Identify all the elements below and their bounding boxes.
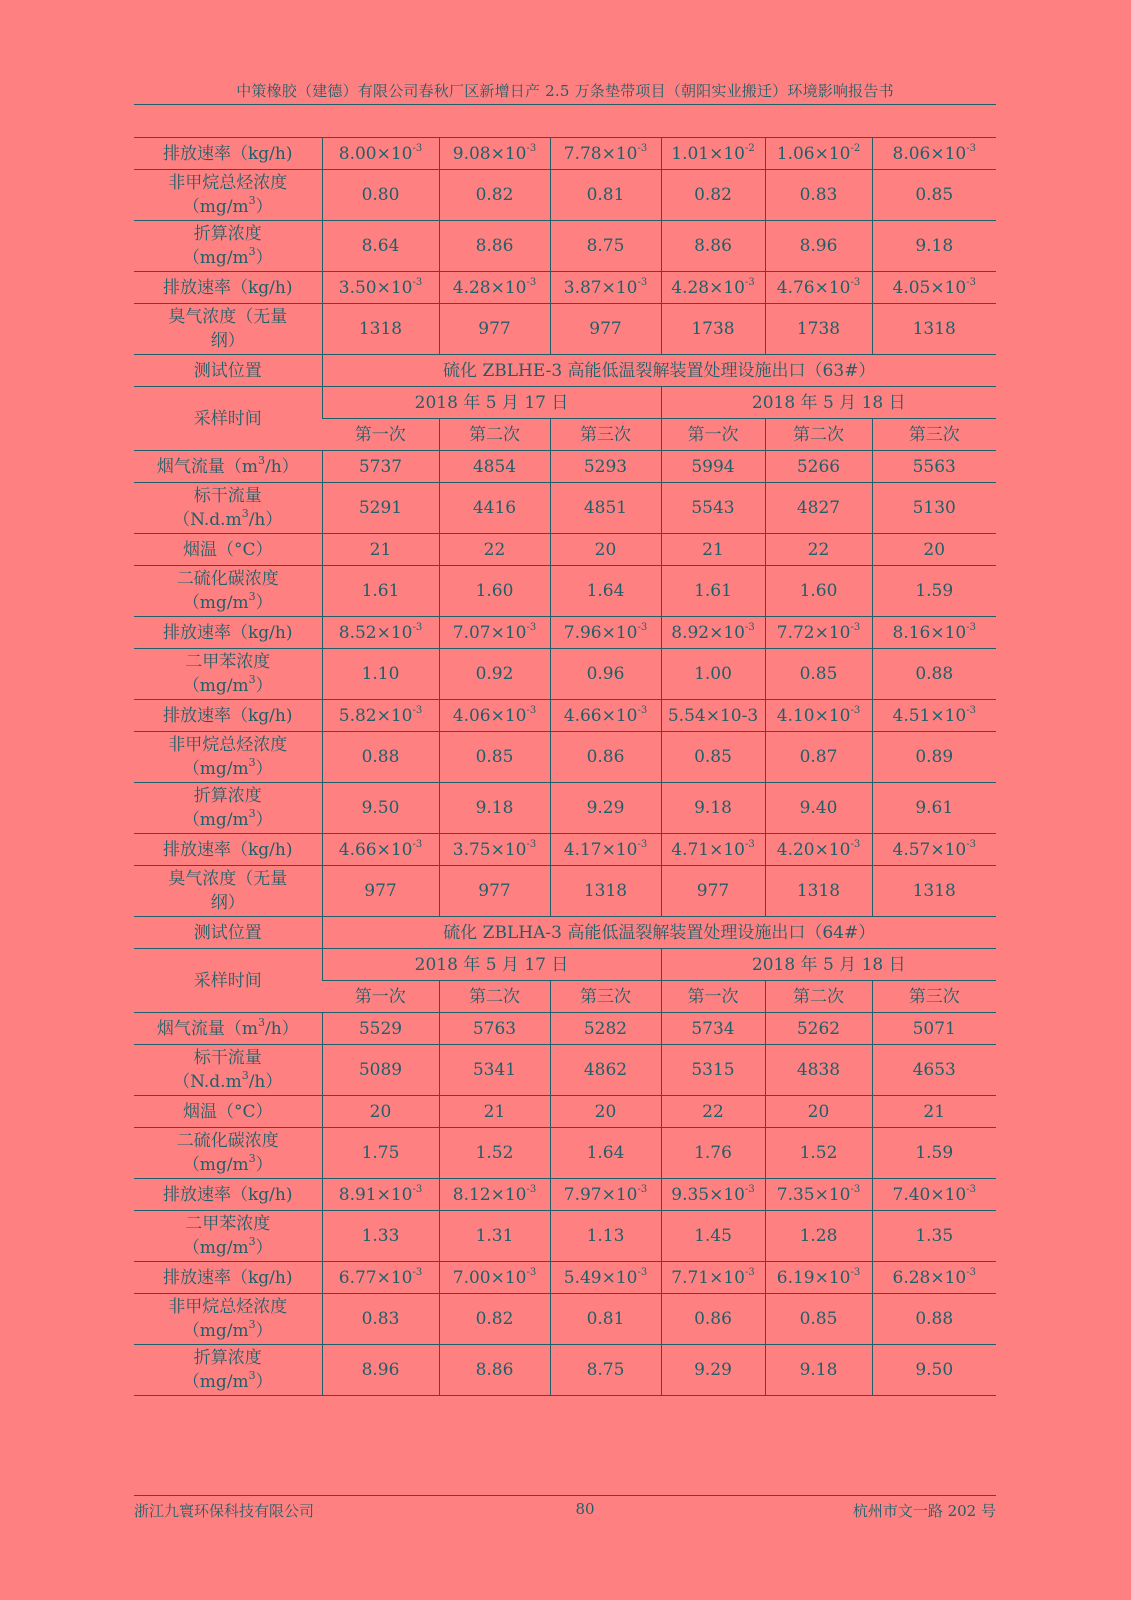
- measurement-value: 21: [439, 1096, 550, 1128]
- measurement-value: 9.18: [765, 1345, 872, 1396]
- parameter-label-line: 臭气浓度（无量: [168, 307, 288, 327]
- measurement-value: 0.85: [439, 732, 550, 783]
- parameter-label-line: $(mg/m^3)$: [182, 1369, 273, 1392]
- measurement-value: $9.35\times 10^{-3}$: [661, 1179, 765, 1211]
- measurement-value: $7.07\times 10^{-3}$: [439, 617, 550, 649]
- parameter-label-line: 纲）: [210, 893, 245, 913]
- parameter-label: [134, 732, 322, 783]
- measurement-value: 1.61: [322, 566, 439, 617]
- measurement-row: [134, 1345, 996, 1396]
- measurement-value: 9.18: [661, 783, 765, 834]
- measurement-value: 0.82: [439, 1294, 550, 1345]
- measurement-value: 9.29: [550, 783, 661, 834]
- parameter-label-line: 烟温（°C）: [182, 539, 273, 560]
- parameter-label-line: $(mg/m^3)$: [182, 245, 273, 268]
- measurement-value: 977: [439, 304, 550, 355]
- measurement-row: [134, 1211, 996, 1262]
- measurement-value: 1738: [661, 304, 765, 355]
- parameter-label: [134, 1013, 322, 1045]
- measurement-value: 9.18: [872, 221, 996, 272]
- measurement-row: [134, 170, 996, 221]
- measurement-value: 0.85: [661, 732, 765, 783]
- parameter-label: [134, 1128, 322, 1179]
- sampling-run: 第三次: [550, 419, 661, 451]
- sampling-date: 2018 年 5 月 17 日: [322, 949, 661, 981]
- sampling-run: 第一次: [661, 419, 765, 451]
- sampling-date-row: [134, 387, 996, 419]
- measurement-value: $6.77\times 10^{-3}$: [322, 1262, 439, 1294]
- location-row: [134, 917, 996, 949]
- parameter-label-line: 折算浓度: [193, 224, 262, 244]
- measurement-value: 1.64: [550, 566, 661, 617]
- measurement-value: $8.52\times 10^{-3}$: [322, 617, 439, 649]
- measurement-value: 0.83: [765, 170, 872, 221]
- measurement-value: 1318: [765, 866, 872, 917]
- measurement-row: [134, 700, 996, 732]
- measurement-value: $4.05\times 10^{-3}$: [872, 272, 996, 304]
- measurement-value: 5282: [550, 1013, 661, 1045]
- parameter-label: [134, 1179, 322, 1211]
- measurement-value: $7.78\times 10^{-3}$: [550, 138, 661, 170]
- measurement-value: 1318: [550, 866, 661, 917]
- sampling-run: 第三次: [872, 981, 996, 1013]
- measurement-value: 1.13: [550, 1211, 661, 1262]
- measurement-value: 1.00: [661, 649, 765, 700]
- measurement-value: $8.12\times 10^{-3}$: [439, 1179, 550, 1211]
- measurement-value: 20: [550, 534, 661, 566]
- measurement-value: 8.96: [765, 221, 872, 272]
- measurement-value: 5529: [322, 1013, 439, 1045]
- measurement-value: 4851: [550, 483, 661, 534]
- measurement-value: $8.92\times 10^{-3}$: [661, 617, 765, 649]
- parameter-label-line: 排放速率（kg/h): [163, 143, 293, 164]
- measurement-value: 0.87: [765, 732, 872, 783]
- measurement-value: 0.88: [872, 649, 996, 700]
- measurement-value: 8.96: [322, 1345, 439, 1396]
- measurement-value: $4.57\times 10^{-3}$: [872, 834, 996, 866]
- measurement-value: 22: [661, 1096, 765, 1128]
- measurement-value: $8.00\times 10^{-3}$: [322, 138, 439, 170]
- measurement-row: [134, 138, 996, 170]
- parameter-label: [134, 566, 322, 617]
- parameter-label-line: $(mg/m^3)$: [182, 756, 273, 779]
- measurement-row: [134, 649, 996, 700]
- parameter-label-line: $(mg/m^3)$: [182, 673, 273, 696]
- parameter-label: [134, 272, 322, 304]
- parameter-label-line: 排放速率（kg/h): [163, 1184, 293, 1205]
- parameter-label-line: 排放速率（kg/h): [163, 705, 293, 726]
- sampling-date: 2018 年 5 月 18 日: [661, 387, 996, 419]
- parameter-label-line: 二硫化碳浓度: [176, 1131, 279, 1151]
- measurement-value: 5293: [550, 451, 661, 483]
- measurement-value: 9.40: [765, 783, 872, 834]
- measurement-value: 977: [322, 866, 439, 917]
- parameter-label-line: $(mg/m^3)$: [182, 1318, 273, 1341]
- measurement-row: [134, 1013, 996, 1045]
- parameter-label: [134, 1211, 322, 1262]
- measurement-value: 5.54×10-3: [661, 700, 765, 732]
- measurement-value: 5763: [439, 1013, 550, 1045]
- measurement-value: $8.91\times 10^{-3}$: [322, 1179, 439, 1211]
- parameter-label-line: 烟温（°C）: [182, 1101, 273, 1122]
- parameter-label: [134, 649, 322, 700]
- location-label: 测试位置: [134, 917, 322, 949]
- sampling-run: 第二次: [765, 981, 872, 1013]
- measurement-value: 21: [872, 1096, 996, 1128]
- sampling-time-label: 采样时间: [134, 949, 322, 1013]
- measurement-value: 1.10: [322, 649, 439, 700]
- measurement-row: [134, 617, 996, 649]
- measurement-value: 1318: [322, 304, 439, 355]
- measurement-value: 5130: [872, 483, 996, 534]
- sampling-run: 第二次: [439, 419, 550, 451]
- measurement-value: 0.86: [550, 732, 661, 783]
- measurement-row: [134, 1045, 996, 1096]
- measurement-value: 22: [765, 534, 872, 566]
- measurement-value: 1.52: [765, 1128, 872, 1179]
- measurement-value: 5315: [661, 1045, 765, 1096]
- measurement-value: 21: [322, 534, 439, 566]
- parameter-label-line: 折算浓度: [193, 786, 262, 806]
- measurement-value: $4.06\times 10^{-3}$: [439, 700, 550, 732]
- measurement-value: $4.28\times 10^{-3}$: [661, 272, 765, 304]
- measurement-value: 5543: [661, 483, 765, 534]
- measurement-value: 4653: [872, 1045, 996, 1096]
- parameter-label: [134, 700, 322, 732]
- measurement-value: 9.18: [439, 783, 550, 834]
- measurement-value: 8.75: [550, 1345, 661, 1396]
- measurement-value: 4416: [439, 483, 550, 534]
- measurement-value: 0.86: [661, 1294, 765, 1345]
- footer-company: 浙江九寰环保科技有限公司: [134, 1502, 315, 1520]
- measurement-value: 1738: [765, 304, 872, 355]
- parameter-label-line: $(mg/m^3)$: [182, 1235, 273, 1258]
- measurement-value: 0.80: [322, 170, 439, 221]
- measurement-value: 8.86: [439, 221, 550, 272]
- measurement-value: 5563: [872, 451, 996, 483]
- parameter-label: [134, 1294, 322, 1345]
- parameter-label: [134, 170, 322, 221]
- sampling-run: 第三次: [872, 419, 996, 451]
- measurement-value: 5994: [661, 451, 765, 483]
- parameter-label: [134, 1345, 322, 1396]
- parameter-label-line: 烟气流量$(m^3/h)$: [156, 1015, 299, 1039]
- parameter-label-line: 二甲苯浓度: [185, 1214, 271, 1234]
- measurement-row: [134, 304, 996, 355]
- measurement-value: $6.19\times 10^{-3}$: [765, 1262, 872, 1294]
- measurement-value: $1.06\times 10^{-2}$: [765, 138, 872, 170]
- parameter-label-line: 二硫化碳浓度: [176, 569, 279, 589]
- measurement-value: $1.01\times 10^{-2}$: [661, 138, 765, 170]
- sampling-date: 2018 年 5 月 17 日: [322, 387, 661, 419]
- measurement-value: $4.51\times 10^{-3}$: [872, 700, 996, 732]
- measurement-value: $3.50\times 10^{-3}$: [322, 272, 439, 304]
- measurement-value: 20: [322, 1096, 439, 1128]
- footer-address: 杭州市文一路 202 号: [852, 1502, 996, 1520]
- parameter-label-line: $(mg/m^3)$: [182, 807, 273, 830]
- location-value: 硫化 ZBLHA-3 高能低温裂解装置处理设施出口（64#）: [322, 917, 996, 949]
- measurement-value: 1.31: [439, 1211, 550, 1262]
- parameter-label: [134, 451, 322, 483]
- measurement-value: $7.35\times 10^{-3}$: [765, 1179, 872, 1211]
- footer-divider: [134, 1495, 996, 1496]
- parameter-label-line: 烟气流量$(m^3/h)$: [156, 453, 299, 477]
- measurement-row: [134, 221, 996, 272]
- measurement-value: 9.61: [872, 783, 996, 834]
- measurement-row: [134, 1128, 996, 1179]
- measurement-value: 5266: [765, 451, 872, 483]
- measurement-value: 5734: [661, 1013, 765, 1045]
- measurement-value: 0.81: [550, 1294, 661, 1345]
- measurement-value: 1.60: [439, 566, 550, 617]
- parameter-label-line: 纲）: [210, 331, 245, 351]
- measurement-value: $4.28\times 10^{-3}$: [439, 272, 550, 304]
- parameter-label-line: 二甲苯浓度: [185, 652, 271, 672]
- measurement-value: 0.88: [322, 732, 439, 783]
- measurement-row: [134, 451, 996, 483]
- measurement-value: 1.76: [661, 1128, 765, 1179]
- measurement-value: $4.66\times 10^{-3}$: [322, 834, 439, 866]
- parameter-label: [134, 304, 322, 355]
- parameter-label-line: 折算浓度: [193, 1348, 262, 1368]
- parameter-label: [134, 617, 322, 649]
- parameter-label-line: $(mg/m^3)$: [182, 590, 273, 613]
- monitoring-data-table: [134, 137, 996, 1396]
- measurement-row: [134, 1262, 996, 1294]
- measurement-value: 20: [872, 534, 996, 566]
- measurement-value: 1.35: [872, 1211, 996, 1262]
- measurement-value: $4.66\times 10^{-3}$: [550, 700, 661, 732]
- measurement-value: 8.75: [550, 221, 661, 272]
- measurement-value: 5071: [872, 1013, 996, 1045]
- measurement-value: 1318: [872, 866, 996, 917]
- measurement-row: [134, 534, 996, 566]
- measurement-value: 0.85: [765, 1294, 872, 1345]
- measurement-value: $4.20\times 10^{-3}$: [765, 834, 872, 866]
- parameter-label-line: 排放速率（kg/h): [163, 622, 293, 643]
- measurement-value: 1.61: [661, 566, 765, 617]
- parameter-label-line: 臭气浓度（无量: [168, 869, 288, 889]
- parameter-label-line: 标干流量: [193, 1048, 262, 1068]
- measurement-row: [134, 732, 996, 783]
- measurement-row: [134, 866, 996, 917]
- measurement-value: 4827: [765, 483, 872, 534]
- measurement-value: 0.85: [872, 170, 996, 221]
- parameter-label: [134, 221, 322, 272]
- measurement-value: 1.45: [661, 1211, 765, 1262]
- measurement-value: 1.59: [872, 1128, 996, 1179]
- measurement-value: 5262: [765, 1013, 872, 1045]
- sampling-run: 第一次: [322, 981, 439, 1013]
- measurement-row: [134, 783, 996, 834]
- measurement-value: 5089: [322, 1045, 439, 1096]
- measurement-value: $7.97\times 10^{-3}$: [550, 1179, 661, 1211]
- measurement-value: 4854: [439, 451, 550, 483]
- measurement-value: 8.86: [439, 1345, 550, 1396]
- parameter-label-line: 非甲烷总烃浓度: [168, 735, 288, 755]
- measurement-row: [134, 483, 996, 534]
- measurement-value: 0.85: [765, 649, 872, 700]
- parameter-label: [134, 138, 322, 170]
- parameter-label-line: $(N.d.m^3/h)$: [173, 507, 283, 530]
- measurement-value: 1.33: [322, 1211, 439, 1262]
- page-number: 80: [575, 1500, 595, 1518]
- measurement-value: $5.82\times 10^{-3}$: [322, 700, 439, 732]
- measurement-value: 0.96: [550, 649, 661, 700]
- parameter-label-line: 排放速率（kg/h): [163, 1267, 293, 1288]
- parameter-label: [134, 834, 322, 866]
- sampling-run: 第二次: [439, 981, 550, 1013]
- measurement-value: 977: [661, 866, 765, 917]
- measurement-value: $3.75\times 10^{-3}$: [439, 834, 550, 866]
- measurement-value: 4838: [765, 1045, 872, 1096]
- measurement-row: [134, 834, 996, 866]
- measurement-row: [134, 1294, 996, 1345]
- measurement-value: 0.81: [550, 170, 661, 221]
- parameter-label: [134, 1262, 322, 1294]
- measurement-value: 0.82: [661, 170, 765, 221]
- parameter-label-line: $(mg/m^3)$: [182, 1152, 273, 1175]
- measurement-value: 8.64: [322, 221, 439, 272]
- measurement-value: $9.08\times 10^{-3}$: [439, 138, 550, 170]
- measurement-value: $4.10\times 10^{-3}$: [765, 700, 872, 732]
- measurement-value: 5341: [439, 1045, 550, 1096]
- measurement-value: 1.60: [765, 566, 872, 617]
- measurement-value: 1.75: [322, 1128, 439, 1179]
- measurement-value: 0.89: [872, 732, 996, 783]
- measurement-value: 1.28: [765, 1211, 872, 1262]
- parameter-label-line: 标干流量: [193, 486, 262, 506]
- location-label: 测试位置: [134, 355, 322, 387]
- measurement-value: 9.50: [872, 1345, 996, 1396]
- measurement-value: 0.83: [322, 1294, 439, 1345]
- location-value: 硫化 ZBLHE-3 高能低温裂解装置处理设施出口（63#）: [322, 355, 996, 387]
- parameter-label: [134, 1096, 322, 1128]
- measurement-value: $7.71\times 10^{-3}$: [661, 1262, 765, 1294]
- measurement-value: $8.16\times 10^{-3}$: [872, 617, 996, 649]
- measurement-value: 21: [661, 534, 765, 566]
- parameter-label: [134, 1045, 322, 1096]
- parameter-label: [134, 483, 322, 534]
- measurement-value: $7.40\times 10^{-3}$: [872, 1179, 996, 1211]
- measurement-value: 1.64: [550, 1128, 661, 1179]
- measurement-value: $8.06\times 10^{-3}$: [872, 138, 996, 170]
- measurement-value: 0.88: [872, 1294, 996, 1345]
- sampling-date-row: [134, 949, 996, 981]
- location-row: [134, 355, 996, 387]
- measurement-value: 20: [550, 1096, 661, 1128]
- measurement-value: $7.00\times 10^{-3}$: [439, 1262, 550, 1294]
- measurement-value: 5291: [322, 483, 439, 534]
- header-divider: [134, 104, 996, 105]
- measurement-row: [134, 1096, 996, 1128]
- measurement-value: 0.92: [439, 649, 550, 700]
- measurement-value: $4.76\times 10^{-3}$: [765, 272, 872, 304]
- sampling-date: 2018 年 5 月 18 日: [661, 949, 996, 981]
- measurement-value: 20: [765, 1096, 872, 1128]
- measurement-value: $4.71\times 10^{-3}$: [661, 834, 765, 866]
- measurement-value: 977: [550, 304, 661, 355]
- measurement-value: 9.29: [661, 1345, 765, 1396]
- parameter-label-line: 非甲烷总烃浓度: [168, 173, 288, 193]
- measurement-value: $7.72\times 10^{-3}$: [765, 617, 872, 649]
- measurement-value: 9.50: [322, 783, 439, 834]
- measurement-value: 22: [439, 534, 550, 566]
- measurement-value: 1.52: [439, 1128, 550, 1179]
- measurement-value: 4862: [550, 1045, 661, 1096]
- measurement-value: 0.82: [439, 170, 550, 221]
- parameter-label-line: 非甲烷总烃浓度: [168, 1297, 288, 1317]
- parameter-label-line: $(mg/m^3)$: [182, 194, 273, 217]
- parameter-label-line: $(N.d.m^3/h)$: [173, 1069, 283, 1092]
- measurement-value: 1.59: [872, 566, 996, 617]
- measurement-row: [134, 1179, 996, 1211]
- sampling-run: 第一次: [661, 981, 765, 1013]
- parameter-label-line: 排放速率（kg/h): [163, 277, 293, 298]
- sampling-run: 第一次: [322, 419, 439, 451]
- measurement-row: [134, 566, 996, 617]
- measurement-value: 1318: [872, 304, 996, 355]
- measurement-value: 5737: [322, 451, 439, 483]
- measurement-row: [134, 272, 996, 304]
- measurement-value: $3.87\times 10^{-3}$: [550, 272, 661, 304]
- measurement-value: $7.96\times 10^{-3}$: [550, 617, 661, 649]
- parameter-label-line: 排放速率（kg/h): [163, 839, 293, 860]
- page-header-title: 中策橡胶（建德）有限公司春秋厂区新增日产 2.5 万条垫带项目（朝阳实业搬迁）环境影响报告书: [236, 82, 894, 100]
- parameter-label: [134, 866, 322, 917]
- parameter-label: [134, 783, 322, 834]
- measurement-value: $6.28\times 10^{-3}$: [872, 1262, 996, 1294]
- parameter-label: [134, 534, 322, 566]
- measurement-value: 8.86: [661, 221, 765, 272]
- measurement-value: $4.17\times 10^{-3}$: [550, 834, 661, 866]
- sampling-time-label: 采样时间: [134, 387, 322, 451]
- sampling-run: 第三次: [550, 981, 661, 1013]
- sampling-run: 第二次: [765, 419, 872, 451]
- measurement-value: $5.49\times 10^{-3}$: [550, 1262, 661, 1294]
- measurement-value: 977: [439, 866, 550, 917]
